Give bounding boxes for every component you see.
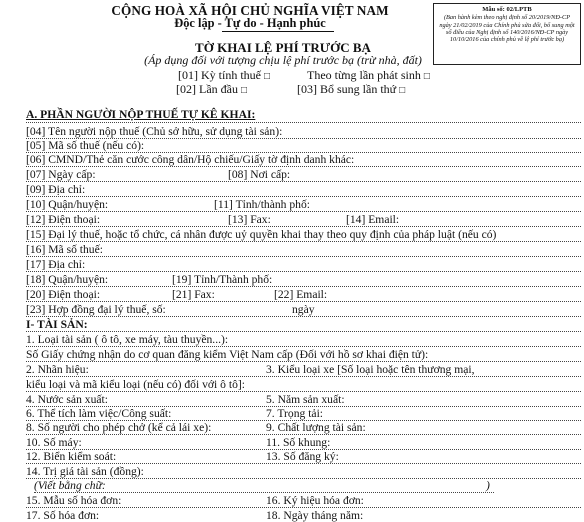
per-occurrence-label: Theo từng lần phát sinh: [307, 68, 421, 82]
asset-1b-row[interactable]: [26, 348, 581, 362]
engine-number-label: 10. Số máy:: [26, 436, 82, 449]
country-name: CỘNG HOÀ XÃ HỘI CHỦ NGHĨA VIỆT NAM: [111, 3, 389, 18]
section-a-title: A. PHẦN NGƯỜI NỘP THUẾ TỰ KÊ KHAI:: [26, 108, 256, 121]
load-capacity-label: 7. Trọng tải:: [266, 407, 324, 420]
asset-6-7-row[interactable]: [26, 407, 581, 421]
field-09-label: [09] Địa chỉ:: [26, 183, 86, 196]
year-of-manufacture-label: 5. Năm sản xuất:: [266, 393, 345, 406]
section-a-heading: [26, 108, 581, 123]
field-17-label: [17] Địa chỉ:: [26, 258, 86, 271]
field-17-row[interactable]: [26, 258, 581, 272]
form-subtitle: (Áp dụng đối với tượng chịu lệ phí trước bạ (trừ nhà, đất): [144, 53, 422, 67]
first-time-option: [176, 82, 247, 97]
per-occurrence-checkbox[interactable]: □: [423, 71, 430, 82]
asset-quality-label: 9. Chất lượng tài sản:: [266, 421, 366, 434]
field-23-date-label: ngày: [292, 303, 315, 316]
field-06-row[interactable]: [26, 153, 581, 167]
registry-certificate-label: Số Giấy chứng nhận do cơ quan đăng kiểm Việt Nam cấp (Đối với hồ sơ khai điện tử):: [26, 348, 429, 361]
asset-10-11-row[interactable]: [26, 436, 581, 450]
form-code: Mẫu số: 02/LPTB: [482, 6, 532, 13]
field-09-row[interactable]: [26, 183, 581, 197]
tax-period-option: [178, 68, 270, 83]
field-04-row[interactable]: [26, 125, 581, 139]
invoice-date-label: 18. Ngày tháng năm:: [266, 509, 364, 522]
field-10-label: [10] Quận/huyện:: [26, 198, 109, 211]
field-18-19-row[interactable]: [26, 273, 581, 287]
asset-17-18-row[interactable]: [26, 509, 581, 522]
field-21-label: [21] Fax:: [172, 288, 215, 301]
field-16-row[interactable]: [26, 243, 581, 257]
field-05-row[interactable]: [26, 139, 581, 153]
section-i-title: I- TÀI SẢN:: [26, 318, 88, 331]
field-18-label: [18] Quận/huyện:: [26, 273, 109, 286]
field-20-22-row[interactable]: [26, 288, 581, 302]
per-occurrence-option: [307, 68, 430, 83]
first-time-checkbox[interactable]: □: [240, 85, 248, 96]
brand-label: 2. Nhãn hiệu:: [26, 363, 89, 376]
motto-underline: [222, 31, 334, 32]
first-time-label: [02] Lần đầu: [176, 82, 238, 96]
asset-12-13-row[interactable]: [26, 450, 581, 464]
field-15-row: [26, 228, 581, 242]
field-10-11-row[interactable]: [26, 198, 581, 212]
field-12-label: [12] Điện thoại:: [26, 213, 101, 226]
field-04-label: [04] Tên người nộp thuế (Chủ sở hữu, sử dụng tài sản):: [26, 125, 283, 138]
license-plate-label: 12. Biển kiểm soát:: [26, 450, 117, 463]
vehicle-model-label: 3. Kiểu loại xe [Số loại hoặc tên thương mại,: [266, 363, 475, 376]
asset-value-words-row[interactable]: [34, 479, 494, 493]
supplement-option: [297, 82, 405, 97]
capacity-label: 6. Thể tích làm việc/Công suất:: [26, 407, 172, 420]
section-i-heading: [26, 318, 581, 332]
field-23-row[interactable]: [26, 303, 581, 317]
asset-4-5-row[interactable]: [26, 393, 581, 407]
form-legal-note: (Ban hành kèm theo nghị định số 20/2019/NĐ-CP ngày 21/02/2019 của Chính phủ sửa đổi, bổ sung một số điều của Nghị định số 140/2016/NĐ-CP ngày 10/10/2016 của chính phủ về lệ phí trước bạ): [439, 14, 575, 44]
asset-1-row[interactable]: [26, 333, 581, 347]
field-22-label: [22] Email:: [274, 288, 328, 301]
field-19-label: [19] Tỉnh/Thành phố:: [172, 273, 273, 286]
field-14-label: [14] Email:: [346, 213, 400, 226]
asset-3b-row[interactable]: [26, 378, 581, 392]
asset-8-9-row[interactable]: [26, 421, 581, 435]
vehicle-model-cont-label: kiểu loại và mã kiểu loại (nếu có) đối với ô tô]:: [26, 378, 245, 391]
tax-period-checkbox[interactable]: □: [264, 71, 271, 82]
asset-value-words-close: ): [486, 479, 490, 492]
field-08-label: [08] Nơi cấp:: [228, 168, 291, 181]
field-05-label: [05] Mã số thuế (nếu có):: [26, 139, 145, 152]
country-of-manufacture-label: 4. Nước sản xuất:: [26, 393, 108, 406]
form-title: TỜ KHAI LỆ PHÍ TRƯỚC BẠ: [195, 40, 371, 55]
supplement-checkbox[interactable]: □: [399, 85, 406, 96]
invoice-symbol-label: 16. Ký hiệu hóa đơn:: [266, 494, 364, 507]
chassis-number-label: 11. Số khung:: [266, 436, 331, 449]
field-06-label: [06] CMND/Thẻ căn cước công dân/Hộ chiếu/Giấy tờ định danh khác:: [26, 153, 355, 166]
tax-period-label: [01] Kỳ tính thuế: [178, 68, 261, 82]
asset-15-16-row[interactable]: [26, 494, 581, 508]
registration-number-label: 13. Số đăng ký:: [266, 450, 339, 463]
seating-label: 8. Số người cho phép chở (kể cả lái xe):: [26, 421, 212, 434]
field-15-label: [15] Đại lý thuế, hoặc tổ chức, cá nhân được uỷ quyền khai thay theo quy định của pháp luật (nếu có): [26, 228, 497, 241]
field-07-label: [07] Ngày cấp:: [26, 168, 96, 181]
asset-2-3-row[interactable]: [26, 363, 581, 377]
asset-value-words-label: (Viết bằng chữ:: [34, 479, 106, 492]
field-13-label: [13] Fax:: [228, 213, 271, 226]
field-23-label: [23] Hợp đồng đại lý thuế, số:: [26, 303, 166, 316]
field-12-14-row[interactable]: [26, 213, 581, 227]
field-20-label: [20] Điện thoại:: [26, 288, 101, 301]
motto: Độc lập - Tự do - Hạnh phúc: [174, 16, 326, 30]
field-11-label: [11] Tỉnh/thành phố:: [214, 198, 310, 211]
asset-value-label: 14. Trị giá tài sản (đồng):: [26, 465, 144, 478]
field-07-08-row[interactable]: [26, 168, 581, 182]
asset-type-label: 1. Loại tài sản ( ô tô, xe máy, tàu thuyền...):: [26, 333, 229, 346]
invoice-number-label: 17. Số hóa đơn:: [26, 509, 100, 522]
invoice-form-label: 15. Mẫu số hóa đơn:: [26, 494, 122, 507]
field-16-label: [16] Mã số thuế:: [26, 243, 103, 256]
supplement-label: [03] Bổ sung lần thứ: [297, 82, 397, 96]
asset-14-row[interactable]: [26, 465, 581, 479]
